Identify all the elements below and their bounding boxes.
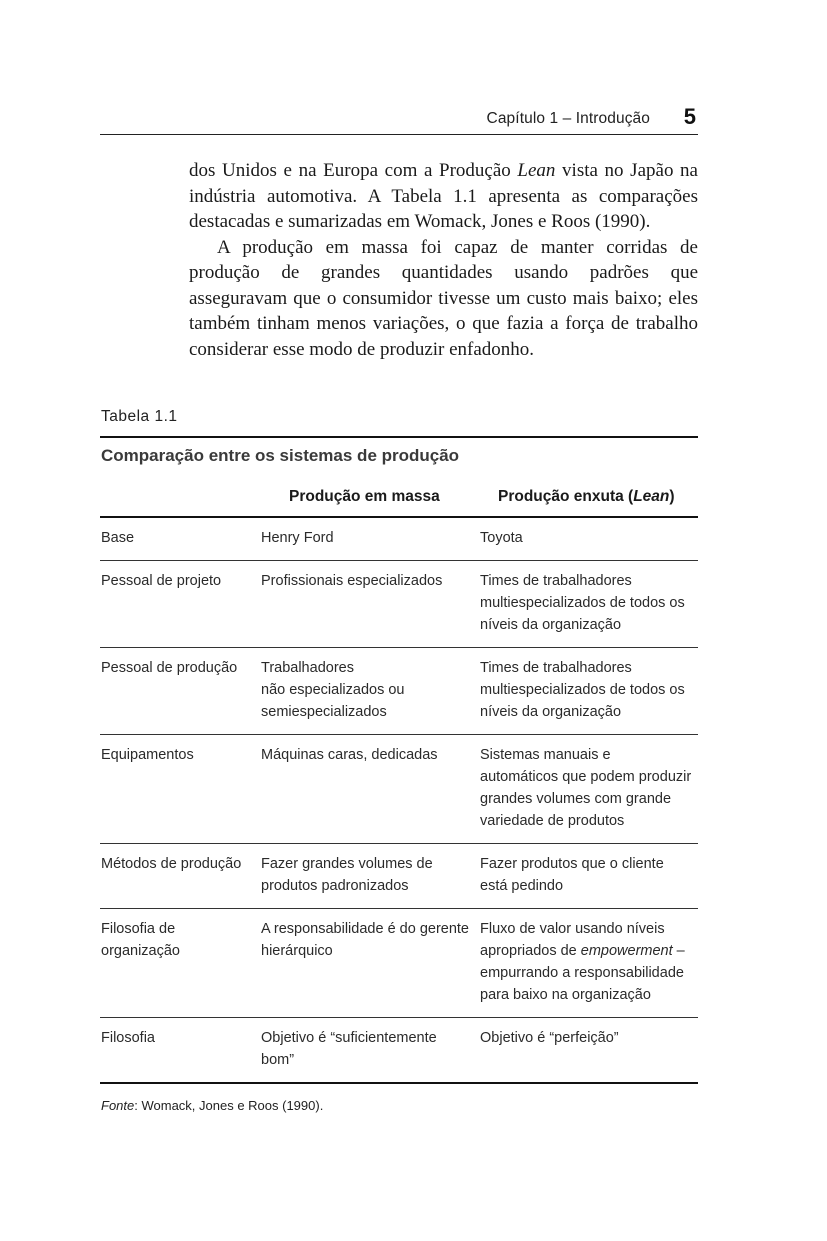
cell-lean-production: Toyota <box>479 517 698 561</box>
comparison-table <box>100 476 698 1084</box>
cell-mass-production: Objetivo é “suficientemente bom” <box>260 1018 479 1084</box>
cell-mass-production: Profissionais especializados <box>260 561 479 648</box>
cell-mass-production: Henry Ford <box>260 517 479 561</box>
cell-lean-production: Fluxo de valor usando níveis apropriados de empowerment – empurrando a responsabilidade para baixo na organização <box>479 909 698 1018</box>
table-row <box>100 561 698 648</box>
cell-lean-production: Times de trabalhadores multiespecializados de todos os níveis da organização <box>479 561 698 648</box>
cell-aspect: Filosofia <box>100 1018 260 1084</box>
cell-lean-production: Fazer produtos que o cliente está pedindo <box>479 844 698 909</box>
body-text <box>189 158 698 362</box>
table-header-row <box>100 476 698 517</box>
cell-lean-production: Objetivo é “perfeição” <box>479 1018 698 1084</box>
cell-aspect: Métodos de produção <box>100 844 260 909</box>
table-source: Fonte: Womack, Jones e Roos (1990). <box>101 1098 324 1113</box>
table-row <box>100 1018 698 1084</box>
comparison-table-block <box>100 436 698 1084</box>
page-number: 5 <box>683 104 696 129</box>
table-row <box>100 909 698 1018</box>
table-caption: Comparação entre os sistemas de produção <box>101 446 460 465</box>
table-row <box>100 517 698 561</box>
header-aspect <box>100 476 260 517</box>
chapter-title: Capítulo 1 – Introdução <box>486 110 650 127</box>
header-mass-production: Produção em massa <box>260 476 479 517</box>
cell-aspect: Pessoal de projeto <box>100 561 260 648</box>
running-header <box>100 104 698 135</box>
cell-aspect: Base <box>100 517 260 561</box>
cell-aspect: Filosofia de organização <box>100 909 260 1018</box>
cell-mass-production: A responsabilidade é do gerente hierárquico <box>260 909 479 1018</box>
table-row <box>100 844 698 909</box>
cell-aspect: Equipamentos <box>100 735 260 844</box>
header-lean-production: Produção enxuta (Lean) <box>479 476 698 517</box>
cell-lean-production: Times de trabalhadores multiespecializados de todos os níveis da organização <box>479 648 698 735</box>
paragraph-1: dos Unidos e na Europa com a Produção Lean vista no Japão na indústria automotiva. A Tabela 1.1 apresenta as comparações destacadas e sumarizadas em Womack, Jones e Roos (1990). <box>189 160 698 232</box>
paragraph-2: A produção em massa foi capaz de manter corridas de produção de grandes quantidades usando padrões que asseguravam que o consumidor tivesse um custo mais baixo; eles também tinham menos variações, o que fazia a força de trabalho considerar esse modo de produzir enfadonho. <box>189 236 698 360</box>
cell-lean-production: Sistemas manuais e automáticos que podem produzir grandes volumes com grande variedade de produtos <box>479 735 698 844</box>
cell-mass-production: Trabalhadores não especializados ou semiespecializados <box>260 648 479 735</box>
lean-term: Lean <box>517 160 556 181</box>
cell-mass-production: Máquinas caras, dedicadas <box>260 735 479 844</box>
cell-mass-production: Fazer grandes volumes de produtos padronizados <box>260 844 479 909</box>
cell-aspect: Pessoal de produção <box>100 648 260 735</box>
table-row <box>100 648 698 735</box>
table-row <box>100 735 698 844</box>
table-label: Tabela 1.1 <box>101 408 178 425</box>
